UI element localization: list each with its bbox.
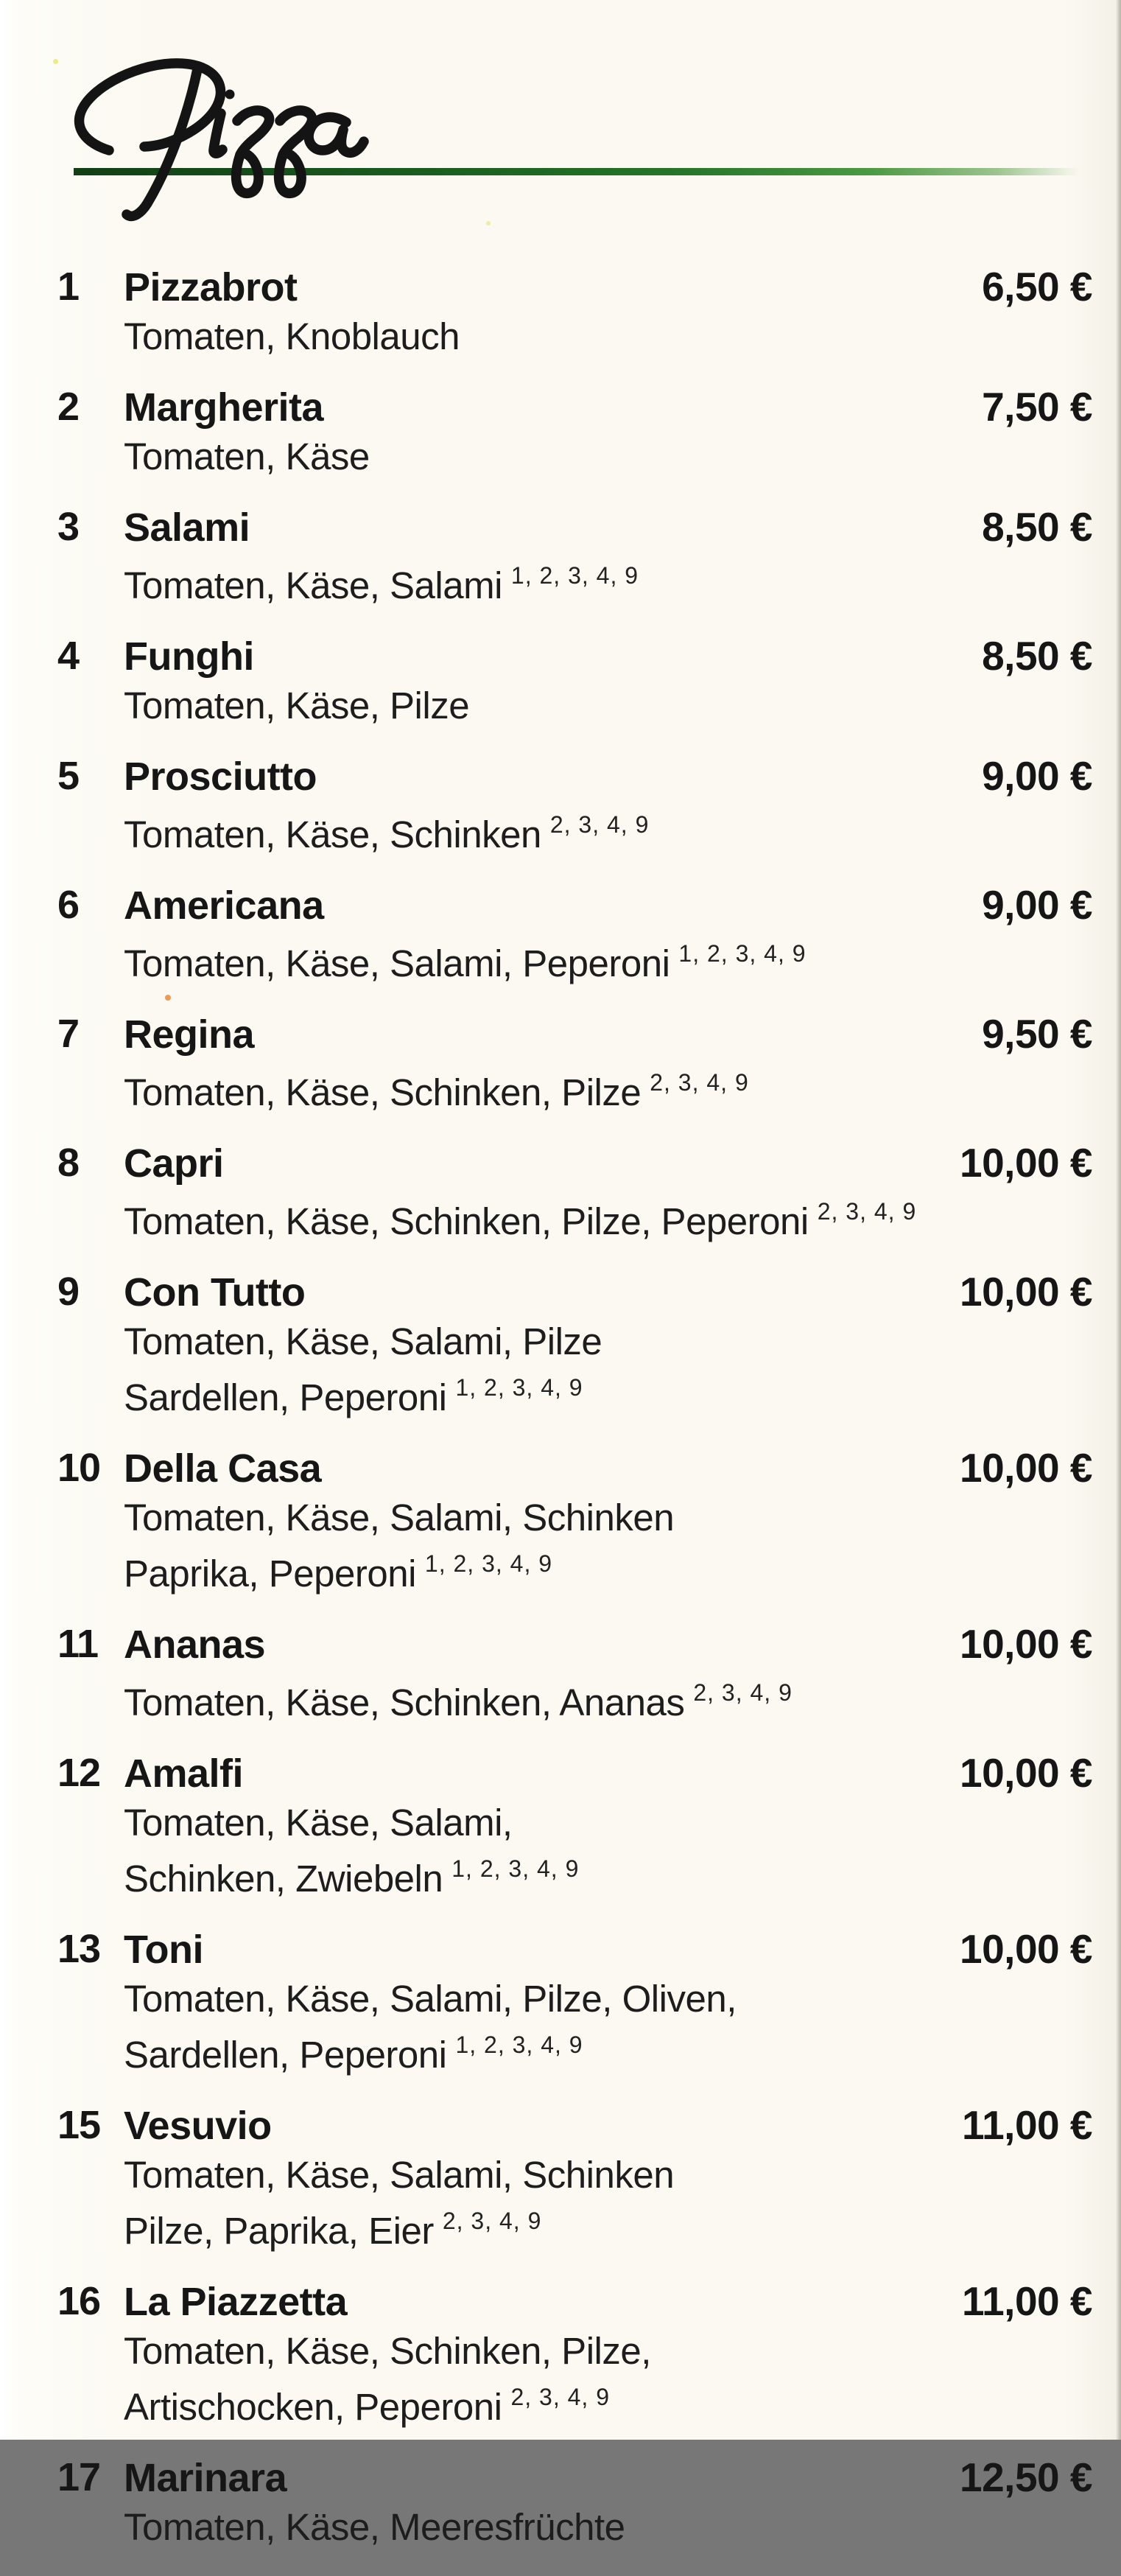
- item-name: Vesuvio: [124, 2104, 272, 2148]
- item-name: Toni: [124, 1928, 203, 1972]
- item-price: 10,00 €: [959, 1445, 1092, 1491]
- item-description: [124, 931, 1092, 987]
- scan-speck: [486, 221, 491, 225]
- ingredients-text: Tomaten, Käse, Schinken, Pilze, Peperoni: [124, 1200, 809, 1242]
- allergen-numbers: 2, 3, 4, 9: [442, 2208, 542, 2234]
- item-number: 15: [57, 2103, 101, 2147]
- item-price: 7,50 €: [982, 384, 1092, 430]
- item-ingredients-line: [124, 553, 1092, 609]
- ingredients-text: Tomaten, Käse, Schinken, Ananas: [124, 1681, 685, 1723]
- allergen-numbers: 1, 2, 3, 4, 9: [678, 940, 807, 967]
- item-price: 10,00 €: [959, 1926, 1092, 1972]
- item-price: 10,00 €: [959, 1750, 1092, 1796]
- allergen-numbers: 1, 2, 3, 4, 9: [510, 562, 639, 589]
- ingredients-text: Pilze, Paprika, Eier: [124, 2210, 434, 2252]
- menu-item: [57, 2104, 1092, 2255]
- menu-list: [0, 265, 1121, 2576]
- item-ingredients-line: [124, 682, 1092, 729]
- menu-item: [57, 1270, 1092, 1421]
- item-ingredients-line: [124, 2504, 1092, 2551]
- item-ingredients-line: [124, 1494, 1092, 1541]
- menu-header: [0, 0, 1121, 265]
- item-name: Ananas: [124, 1623, 266, 1667]
- menu-item: [57, 1928, 1092, 2079]
- item-description: [124, 553, 1092, 609]
- item-description: [124, 313, 1092, 360]
- item-price: 9,00 €: [982, 753, 1092, 799]
- item-number: 4: [57, 634, 80, 678]
- item-number: 9: [57, 1270, 80, 1314]
- menu-item: [57, 2456, 1092, 2551]
- item-number: 2: [57, 385, 80, 429]
- ingredients-text: Tomaten, Käse, Salami, Schinken: [124, 2154, 675, 2196]
- item-ingredients-line: [124, 1541, 1092, 1597]
- item-name: Capri: [124, 1141, 224, 1186]
- ingredients-text: Tomaten, Käse, Salami, Peperoni: [124, 942, 670, 984]
- item-name: La Piazzetta: [124, 2280, 348, 2324]
- ingredients-text: Schinken, Zwiebeln: [124, 1858, 443, 1900]
- item-ingredients-line: [124, 1799, 1092, 1847]
- ingredients-text: Tomaten, Käse, Salami, Pilze: [124, 1320, 602, 1362]
- ingredients-text: Tomaten, Käse, Pilze: [124, 685, 470, 727]
- menu-item: [57, 1751, 1092, 1903]
- item-number: 6: [57, 883, 80, 927]
- item-description: [124, 1975, 1092, 2079]
- menu-item: [57, 2280, 1092, 2431]
- scan-speck: [53, 59, 58, 64]
- item-number: 5: [57, 754, 80, 798]
- item-description: [124, 1799, 1092, 1903]
- item-name: Con Tutto: [124, 1270, 306, 1315]
- ingredients-text: Tomaten, Käse, Meeresfrüchte: [124, 2506, 625, 2548]
- item-description: [124, 1189, 1092, 1245]
- allergen-numbers: 2, 3, 4, 9: [693, 1679, 793, 1706]
- item-ingredients-line: [124, 313, 1092, 360]
- item-ingredients-line: [124, 433, 1092, 480]
- menu-item: [57, 883, 1092, 987]
- item-price: 10,00 €: [959, 1269, 1092, 1315]
- item-name: Prosciutto: [124, 755, 317, 799]
- allergen-numbers: 2, 3, 4, 9: [510, 2384, 610, 2410]
- item-ingredients-line: [124, 802, 1092, 858]
- menu-item: [57, 634, 1092, 729]
- item-ingredients-line: [124, 1189, 1092, 1245]
- allergen-numbers: 2, 3, 4, 9: [817, 1198, 917, 1225]
- item-name: Marinara: [124, 2456, 287, 2500]
- item-number: 10: [57, 1446, 101, 1490]
- ingredients-text: Tomaten, Käse, Salami: [124, 564, 502, 606]
- item-ingredients-line: [124, 931, 1092, 987]
- item-ingredients-line: [124, 1318, 1092, 1365]
- item-price: 9,50 €: [982, 1011, 1092, 1057]
- item-price: 11,00 €: [962, 2102, 1092, 2148]
- menu-item: [57, 265, 1092, 360]
- ingredients-text: Tomaten, Käse: [124, 435, 370, 477]
- menu-item: [57, 1446, 1092, 1597]
- ingredients-text: Tomaten, Käse, Salami,: [124, 1802, 513, 1844]
- ingredients-text: Tomaten, Käse, Schinken, Pilze,: [124, 2330, 651, 2372]
- menu-item: [57, 755, 1092, 858]
- item-number: 8: [57, 1141, 80, 1185]
- item-ingredients-line: [124, 1365, 1092, 1421]
- scan-speck: [165, 995, 171, 1001]
- item-description: [124, 433, 1092, 480]
- item-number: 3: [57, 505, 80, 549]
- item-description: [124, 2328, 1092, 2431]
- item-ingredients-line: [124, 2023, 1092, 2079]
- item-ingredients-line: [124, 1847, 1092, 1903]
- allergen-numbers: 2, 3, 4, 9: [549, 811, 650, 838]
- item-name: Pizzabrot: [124, 265, 298, 309]
- allergen-numbers: 1, 2, 3, 4, 9: [455, 2031, 583, 2058]
- menu-item: [57, 1012, 1092, 1116]
- item-name: Della Casa: [124, 1446, 322, 1491]
- item-number: 16: [57, 2279, 101, 2323]
- item-description: [124, 1494, 1092, 1597]
- item-price: 11,00 €: [962, 2278, 1092, 2324]
- item-description: [124, 1318, 1092, 1421]
- item-description: [124, 1670, 1092, 1726]
- ingredients-text: Tomaten, Käse, Schinken: [124, 813, 541, 855]
- ingredients-text: Tomaten, Käse, Salami, Schinken: [124, 1497, 675, 1539]
- item-ingredients-line: [124, 2152, 1092, 2199]
- item-price: 10,00 €: [959, 1140, 1092, 1186]
- allergen-numbers: 1, 2, 3, 4, 9: [455, 1374, 583, 1401]
- item-price: 6,50 €: [982, 264, 1092, 309]
- ingredients-text: Sardellen, Peperoni: [124, 1376, 447, 1418]
- item-name: Amalfi: [124, 1751, 244, 1796]
- menu-item: [57, 385, 1092, 480]
- menu-item: [57, 1623, 1092, 1726]
- item-ingredients-line: [124, 1975, 1092, 2023]
- menu-item: [57, 1141, 1092, 1245]
- ingredients-text: Tomaten, Knoblauch: [124, 315, 460, 357]
- item-name: Margherita: [124, 385, 324, 430]
- item-number: 11: [57, 1622, 99, 1666]
- item-ingredients-line: [124, 1670, 1092, 1726]
- allergen-numbers: 1, 2, 3, 4, 9: [451, 1855, 580, 1882]
- item-number: 13: [57, 1927, 101, 1971]
- ingredients-text: Paprika, Peperoni: [124, 1553, 416, 1595]
- item-description: [124, 682, 1092, 729]
- item-name: Salami: [124, 505, 250, 550]
- item-name: Americana: [124, 883, 324, 928]
- item-price: 10,00 €: [959, 1621, 1092, 1667]
- ingredients-text: Tomaten, Käse, Salami, Pilze, Oliven,: [124, 1978, 737, 2020]
- item-name: Regina: [124, 1012, 255, 1057]
- item-ingredients-line: [124, 2375, 1092, 2431]
- item-price: 9,00 €: [982, 882, 1092, 928]
- item-ingredients-line: [124, 2328, 1092, 2375]
- item-description: [124, 802, 1092, 858]
- item-description: [124, 2504, 1092, 2551]
- item-number: 1: [57, 265, 80, 309]
- pizza-script-logo: [59, 19, 442, 255]
- item-price: 8,50 €: [982, 504, 1092, 550]
- item-number: 12: [57, 1751, 101, 1795]
- item-description: [124, 2152, 1092, 2255]
- item-ingredients-line: [124, 1060, 1092, 1116]
- item-price: 12,50 €: [959, 2454, 1092, 2500]
- item-name: Funghi: [124, 634, 254, 679]
- menu-item: [57, 505, 1092, 609]
- item-ingredients-line: [124, 2199, 1092, 2255]
- item-price: 8,50 €: [982, 633, 1092, 679]
- ingredients-text: Sardellen, Peperoni: [124, 2034, 447, 2076]
- item-number: 7: [57, 1012, 80, 1056]
- ingredients-text: Artischocken, Peperoni: [124, 2386, 502, 2428]
- allergen-numbers: 2, 3, 4, 9: [650, 1069, 749, 1096]
- ingredients-text: Tomaten, Käse, Schinken, Pilze: [124, 1071, 642, 1113]
- allergen-numbers: 1, 2, 3, 4, 9: [424, 1550, 553, 1577]
- item-description: [124, 1060, 1092, 1116]
- item-number: 17: [57, 2455, 101, 2499]
- page-edge-shadow: [1116, 0, 1121, 2440]
